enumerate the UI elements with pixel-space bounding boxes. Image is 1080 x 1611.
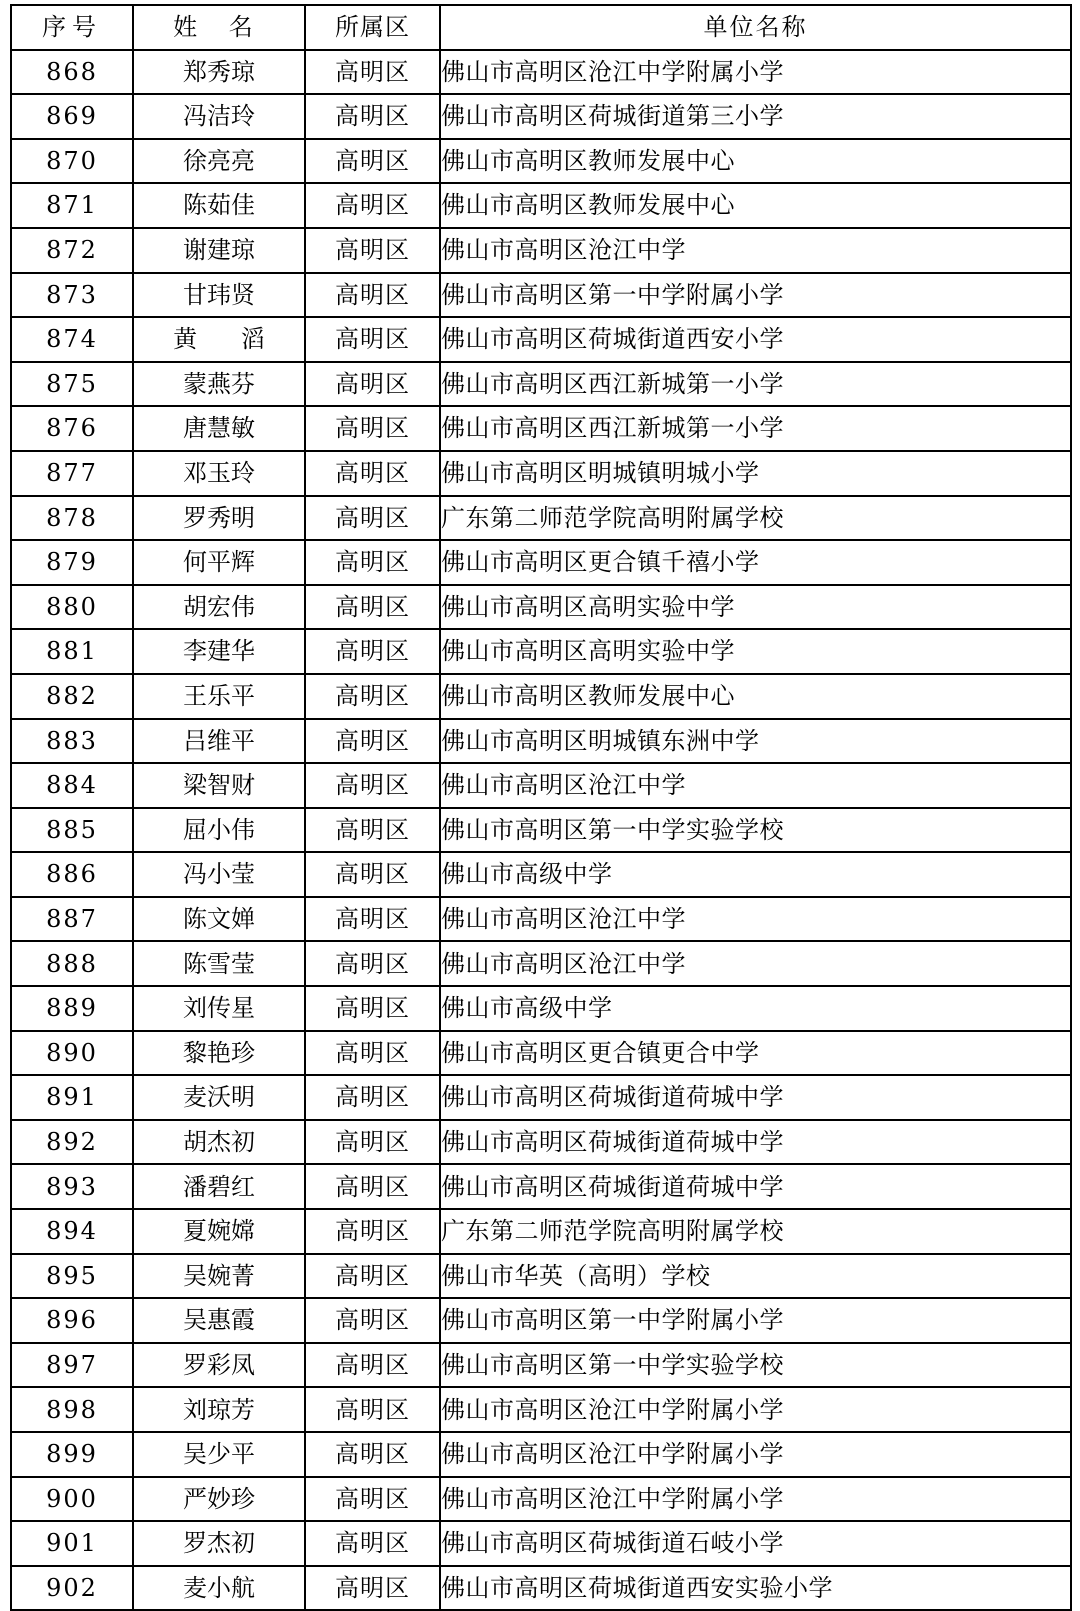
cell-index: 876	[11, 406, 133, 451]
table-row	[11, 228, 1071, 273]
cell-name: 吴婉菁	[133, 1254, 305, 1299]
cell-area: 高明区	[305, 941, 440, 986]
cell-area: 高明区	[305, 1298, 440, 1343]
cell-area: 高明区	[305, 1164, 440, 1209]
cell-area: 高明区	[305, 1477, 440, 1522]
cell-area: 高明区	[305, 50, 440, 95]
table-row	[11, 986, 1071, 1031]
cell-area: 高明区	[305, 1521, 440, 1566]
cell-unit: 佛山市高明区第一中学实验学校	[440, 1343, 1071, 1388]
table-header	[11, 5, 1071, 50]
cell-unit: 佛山市高明区西江新城第一小学	[440, 362, 1071, 407]
cell-name: 唐慧敏	[133, 406, 305, 451]
cell-index: 886	[11, 852, 133, 897]
cell-name: 谢建琼	[133, 228, 305, 273]
cell-index: 871	[11, 183, 133, 228]
table-row	[11, 94, 1071, 139]
cell-name: 麦沃明	[133, 1075, 305, 1120]
cell-unit: 佛山市高明区教师发展中心	[440, 674, 1071, 719]
cell-index: 872	[11, 228, 133, 273]
cell-area: 高明区	[305, 897, 440, 942]
cell-name: 严妙珍	[133, 1477, 305, 1522]
table-row	[11, 808, 1071, 853]
cell-area: 高明区	[305, 1432, 440, 1477]
table-row	[11, 496, 1071, 541]
cell-name: 邓玉玲	[133, 451, 305, 496]
cell-index: 891	[11, 1075, 133, 1120]
cell-name: 刘琼芳	[133, 1387, 305, 1432]
table-row	[11, 629, 1071, 674]
cell-area: 高明区	[305, 228, 440, 273]
cell-name: 罗秀明	[133, 496, 305, 541]
cell-name: 潘碧红	[133, 1164, 305, 1209]
cell-area: 高明区	[305, 1075, 440, 1120]
cell-area: 高明区	[305, 273, 440, 318]
cell-name: 郑秀琼	[133, 50, 305, 95]
cell-index: 877	[11, 451, 133, 496]
cell-name: 陈雪莹	[133, 941, 305, 986]
cell-unit: 佛山市高明区教师发展中心	[440, 183, 1071, 228]
cell-name: 麦小航	[133, 1566, 305, 1611]
cell-unit: 广东第二师范学院高明附属学校	[440, 1209, 1071, 1254]
cell-unit: 佛山市华英（高明）学校	[440, 1254, 1071, 1299]
cell-name: 吴少平	[133, 1432, 305, 1477]
cell-name: 梁智财	[133, 763, 305, 808]
cell-unit: 佛山市高级中学	[440, 986, 1071, 1031]
cell-index: 898	[11, 1387, 133, 1432]
cell-area: 高明区	[305, 719, 440, 764]
cell-name	[133, 317, 305, 362]
table-row	[11, 406, 1071, 451]
cell-unit: 佛山市高明区第一中学附属小学	[440, 1298, 1071, 1343]
cell-name: 陈茹佳	[133, 183, 305, 228]
table-row	[11, 317, 1071, 362]
cell-area: 高明区	[305, 986, 440, 1031]
cell-index: 899	[11, 1432, 133, 1477]
cell-unit: 佛山市高明区第一中学实验学校	[440, 808, 1071, 853]
cell-area: 高明区	[305, 317, 440, 362]
cell-area: 高明区	[305, 94, 440, 139]
cell-index: 890	[11, 1031, 133, 1076]
column-header-unit: 单位名称	[440, 5, 1071, 50]
cell-area: 高明区	[305, 183, 440, 228]
cell-unit: 佛山市高明区沧江中学附属小学	[440, 1432, 1071, 1477]
cell-name: 李建华	[133, 629, 305, 674]
cell-area: 高明区	[305, 139, 440, 184]
cell-unit: 佛山市高明区沧江中学	[440, 763, 1071, 808]
cell-index: 875	[11, 362, 133, 407]
cell-index: 870	[11, 139, 133, 184]
table-row	[11, 1209, 1071, 1254]
cell-index: 881	[11, 629, 133, 674]
cell-index: 887	[11, 897, 133, 942]
cell-index: 889	[11, 986, 133, 1031]
table-row	[11, 1120, 1071, 1165]
cell-index: 896	[11, 1298, 133, 1343]
cell-unit: 佛山市高明区荷城街道石岐小学	[440, 1521, 1071, 1566]
table-row	[11, 1298, 1071, 1343]
table-row	[11, 852, 1071, 897]
cell-unit: 佛山市高明区明城镇东洲中学	[440, 719, 1071, 764]
cell-index: 885	[11, 808, 133, 853]
table-row	[11, 1031, 1071, 1076]
cell-unit: 佛山市高明区荷城街道西安小学	[440, 317, 1071, 362]
header-row	[11, 5, 1071, 50]
cell-area: 高明区	[305, 406, 440, 451]
cell-unit: 佛山市高明区荷城街道荷城中学	[440, 1164, 1071, 1209]
cell-name: 王乐平	[133, 674, 305, 719]
cell-index: 880	[11, 585, 133, 630]
cell-name: 甘玮贤	[133, 273, 305, 318]
table-row	[11, 362, 1071, 407]
table-row	[11, 139, 1071, 184]
table-row	[11, 674, 1071, 719]
cell-index: 900	[11, 1477, 133, 1522]
cell-name: 吴惠霞	[133, 1298, 305, 1343]
cell-unit: 佛山市高明区高明实验中学	[440, 585, 1071, 630]
cell-unit: 佛山市高明区荷城街道荷城中学	[440, 1120, 1071, 1165]
table-row	[11, 1387, 1071, 1432]
cell-unit: 佛山市高明区第一中学附属小学	[440, 273, 1071, 318]
cell-name: 何平辉	[133, 540, 305, 585]
cell-index: 888	[11, 941, 133, 986]
cell-area: 高明区	[305, 1566, 440, 1611]
cell-index: 878	[11, 496, 133, 541]
cell-index: 868	[11, 50, 133, 95]
cell-unit: 佛山市高明区教师发展中心	[440, 139, 1071, 184]
cell-unit: 佛山市高级中学	[440, 852, 1071, 897]
cell-area: 高明区	[305, 1031, 440, 1076]
table-row	[11, 1566, 1071, 1611]
cell-area: 高明区	[305, 362, 440, 407]
table-row	[11, 50, 1071, 95]
table-row	[11, 1075, 1071, 1120]
cell-unit: 佛山市高明区沧江中学	[440, 228, 1071, 273]
cell-name: 吕维平	[133, 719, 305, 764]
cell-index: 894	[11, 1209, 133, 1254]
cell-area: 高明区	[305, 1387, 440, 1432]
table-row	[11, 763, 1071, 808]
table-row	[11, 719, 1071, 764]
cell-area: 高明区	[305, 1209, 440, 1254]
cell-unit: 佛山市高明区更合镇千禧小学	[440, 540, 1071, 585]
roster-table	[10, 4, 1072, 1611]
cell-unit: 佛山市高明区更合镇更合中学	[440, 1031, 1071, 1076]
cell-index: 869	[11, 94, 133, 139]
table-row	[11, 1343, 1071, 1388]
column-header-index: 序号	[11, 5, 133, 50]
cell-index: 895	[11, 1254, 133, 1299]
cell-unit: 佛山市高明区沧江中学	[440, 897, 1071, 942]
cell-area: 高明区	[305, 852, 440, 897]
cell-unit: 佛山市高明区荷城街道第三小学	[440, 94, 1071, 139]
cell-area: 高明区	[305, 629, 440, 674]
cell-index: 882	[11, 674, 133, 719]
cell-unit: 佛山市高明区沧江中学附属小学	[440, 1387, 1071, 1432]
cell-name: 冯洁玲	[133, 94, 305, 139]
cell-area: 高明区	[305, 1120, 440, 1165]
cell-unit: 佛山市高明区沧江中学	[440, 941, 1071, 986]
table-row	[11, 451, 1071, 496]
table-row	[11, 941, 1071, 986]
cell-area: 高明区	[305, 585, 440, 630]
cell-index: 883	[11, 719, 133, 764]
cell-name: 夏婉嫦	[133, 1209, 305, 1254]
table-row	[11, 1164, 1071, 1209]
cell-name: 蒙燕芬	[133, 362, 305, 407]
cell-name: 黎艳珍	[133, 1031, 305, 1076]
cell-index: 892	[11, 1120, 133, 1165]
cell-index: 897	[11, 1343, 133, 1388]
cell-unit: 佛山市高明区明城镇明城小学	[440, 451, 1071, 496]
cell-name: 冯小莹	[133, 852, 305, 897]
table-row	[11, 183, 1071, 228]
table-row	[11, 273, 1071, 318]
cell-unit: 佛山市高明区高明实验中学	[440, 629, 1071, 674]
table-row	[11, 897, 1071, 942]
column-header-area: 所属区	[305, 5, 440, 50]
cell-name: 罗彩凤	[133, 1343, 305, 1388]
table-row	[11, 585, 1071, 630]
cell-area: 高明区	[305, 1254, 440, 1299]
table-row	[11, 1432, 1071, 1477]
cell-name: 胡宏伟	[133, 585, 305, 630]
cell-area: 高明区	[305, 1343, 440, 1388]
cell-index: 874	[11, 317, 133, 362]
cell-index: 893	[11, 1164, 133, 1209]
cell-index: 873	[11, 273, 133, 318]
table-row	[11, 1254, 1071, 1299]
cell-unit: 佛山市高明区荷城街道荷城中学	[440, 1075, 1071, 1120]
cell-area: 高明区	[305, 808, 440, 853]
table-row	[11, 540, 1071, 585]
cell-area: 高明区	[305, 496, 440, 541]
cell-name: 刘传星	[133, 986, 305, 1031]
cell-unit: 佛山市高明区荷城街道西安实验小学	[440, 1566, 1071, 1611]
cell-name: 罗杰初	[133, 1521, 305, 1566]
cell-unit: 佛山市高明区西江新城第一小学	[440, 406, 1071, 451]
cell-index: 902	[11, 1566, 133, 1611]
cell-name-text: 黄 滔	[173, 325, 283, 354]
cell-area: 高明区	[305, 763, 440, 808]
cell-name: 胡杰初	[133, 1120, 305, 1165]
cell-name: 屈小伟	[133, 808, 305, 853]
cell-unit: 广东第二师范学院高明附属学校	[440, 496, 1071, 541]
table-row	[11, 1477, 1071, 1522]
cell-index: 884	[11, 763, 133, 808]
cell-area: 高明区	[305, 674, 440, 719]
cell-area: 高明区	[305, 451, 440, 496]
cell-unit: 佛山市高明区沧江中学附属小学	[440, 1477, 1071, 1522]
cell-area: 高明区	[305, 540, 440, 585]
column-header-name: 姓 名	[133, 5, 305, 50]
cell-unit: 佛山市高明区沧江中学附属小学	[440, 50, 1071, 95]
table-row	[11, 1521, 1071, 1566]
cell-name: 徐亮亮	[133, 139, 305, 184]
cell-index: 879	[11, 540, 133, 585]
table-body	[11, 50, 1071, 1611]
cell-name: 陈文婵	[133, 897, 305, 942]
cell-index: 901	[11, 1521, 133, 1566]
